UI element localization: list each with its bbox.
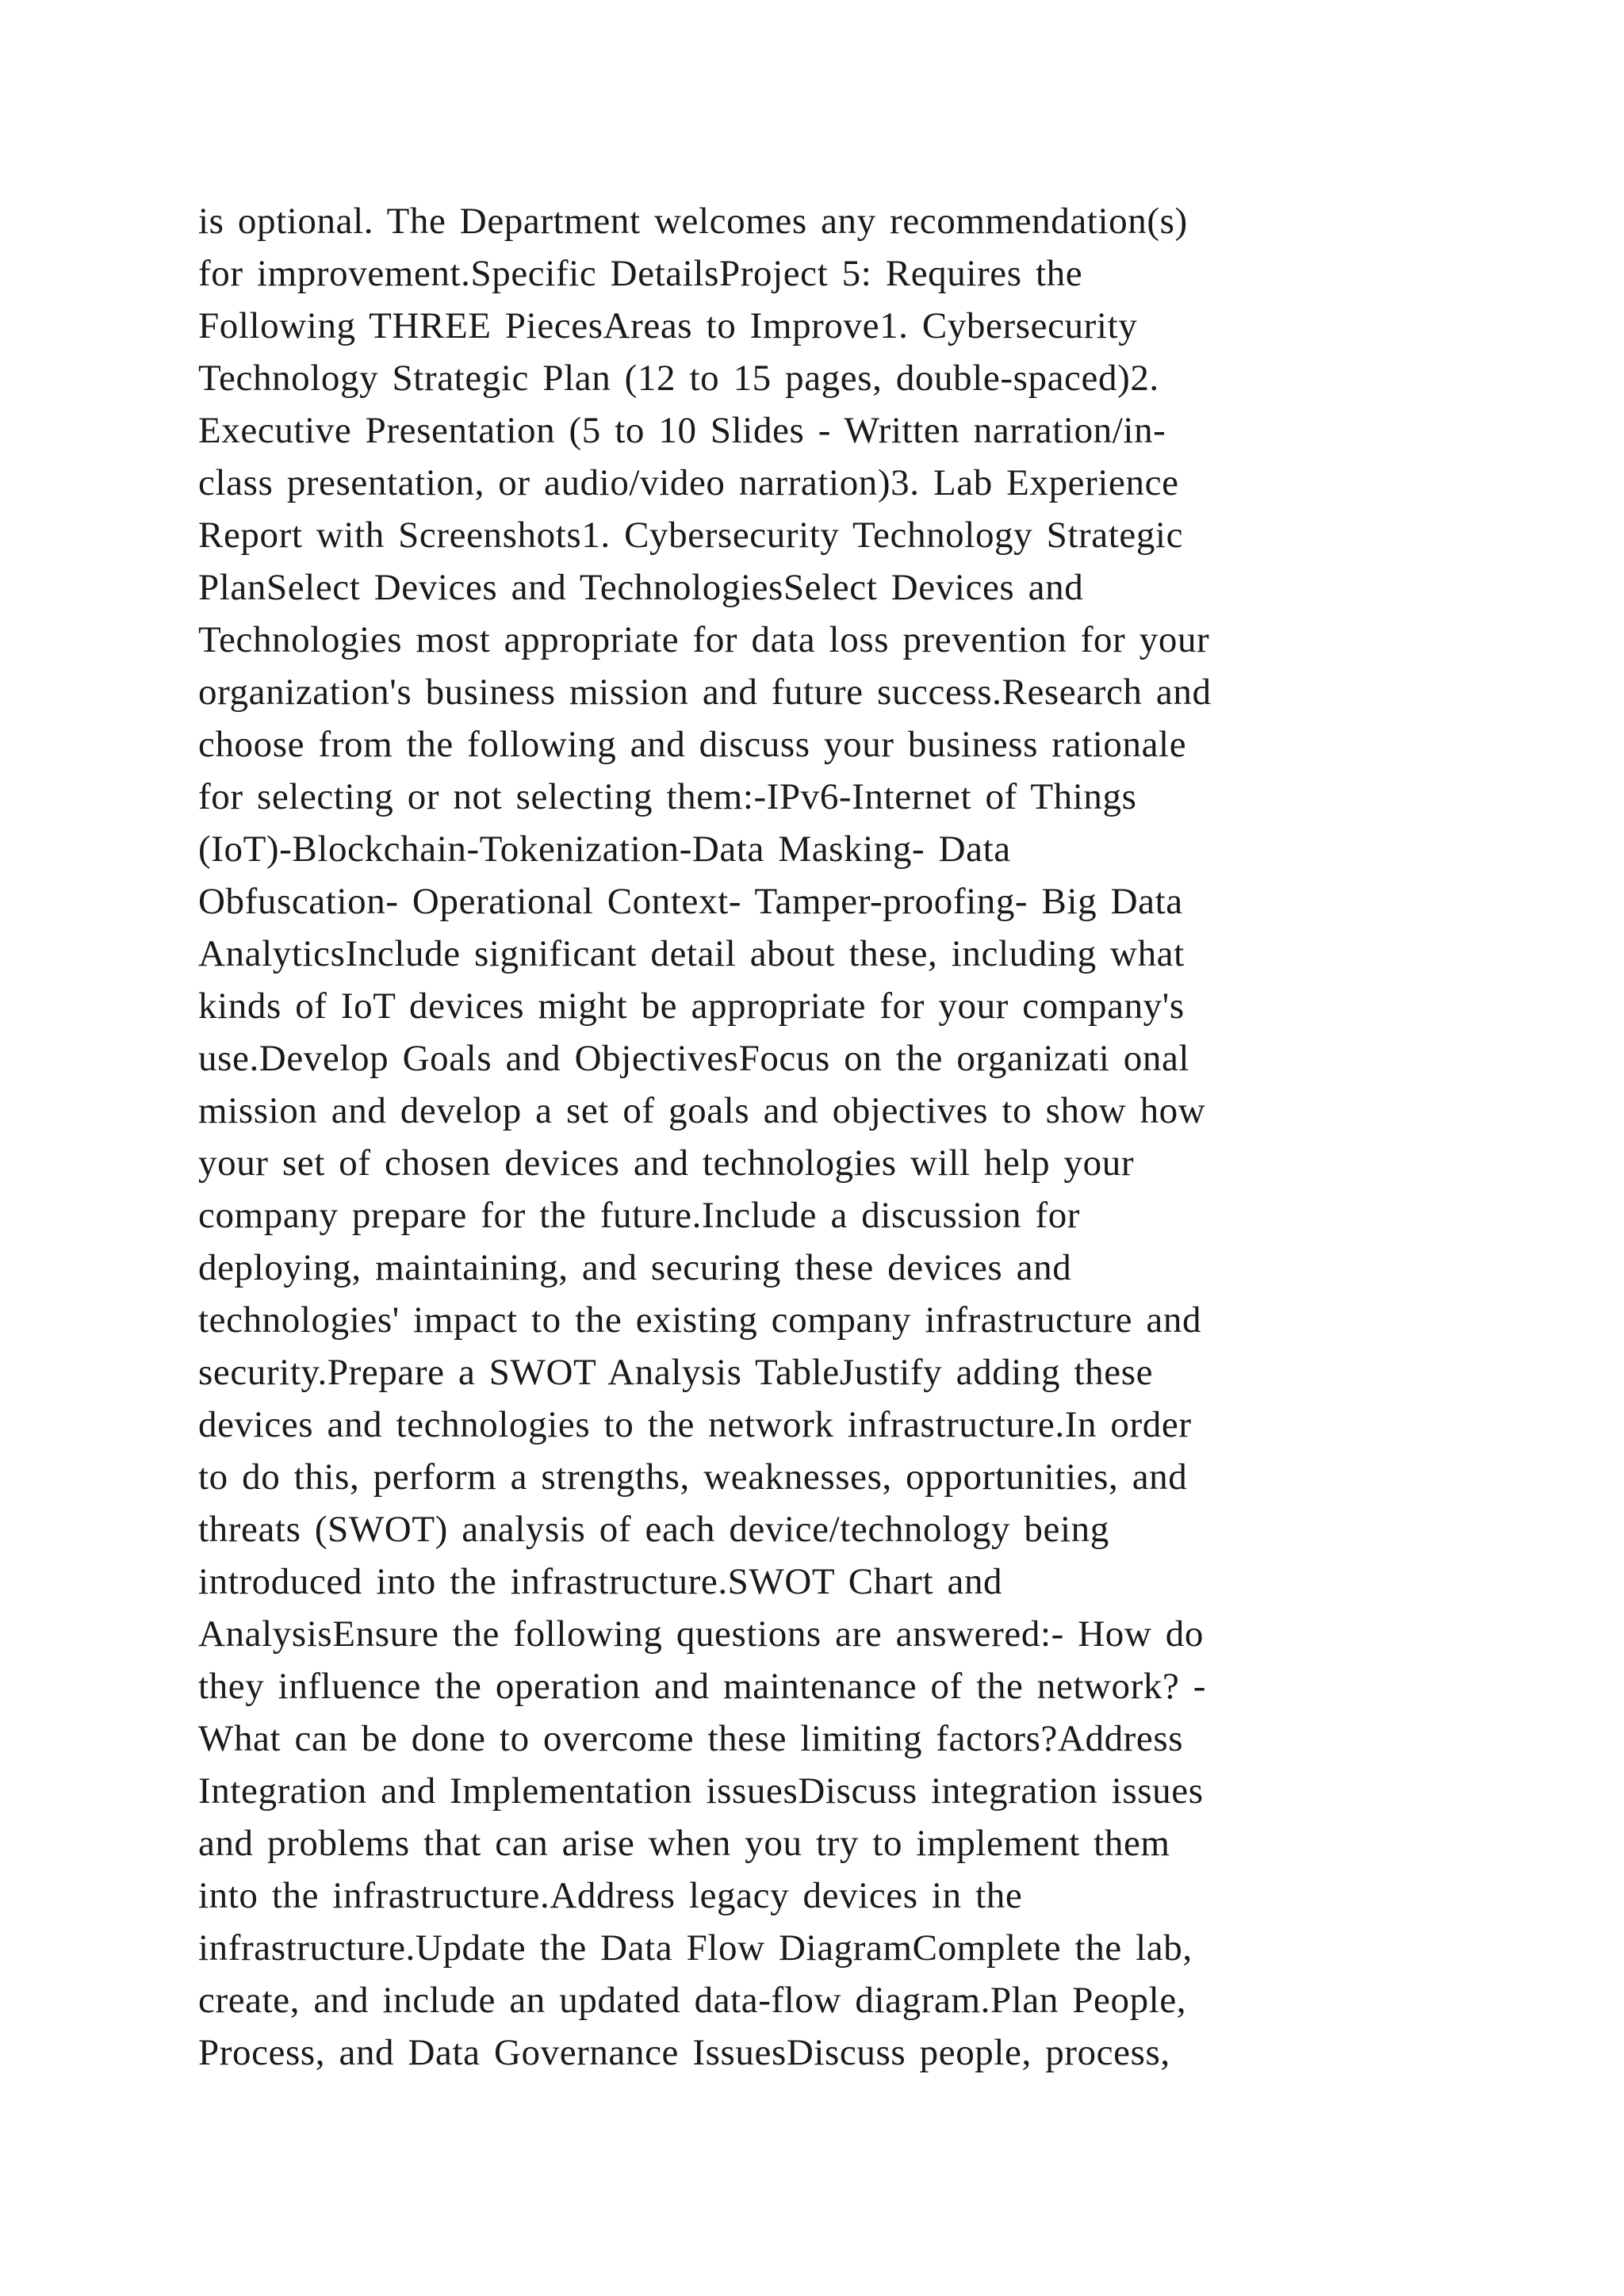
text-line: technologies' impact to the existing company infrastructure and <box>198 1299 1202 1341</box>
text-line: your set of chosen devices and technologies will help your <box>198 1142 1135 1184</box>
text-line: mission and develop a set of goals and objectives to show how <box>198 1090 1206 1131</box>
text-line: into the infrastructure.Address legacy devices in the <box>198 1875 1023 1916</box>
text-line: Following THREE PiecesAreas to Improve1. Cybersecurity <box>198 305 1138 346</box>
text-line: deploying, maintaining, and securing these devices and <box>198 1247 1072 1288</box>
text-line: Report with Screenshots1. Cybersecurity Technology Strategic <box>198 515 1184 556</box>
text-line: security.Prepare a SWOT Analysis TableJustify adding these <box>198 1352 1154 1393</box>
text-line: for improvement.Specific DetailsProject 5: Requires the <box>198 253 1083 294</box>
text-line: Technology Strategic Plan (12 to 15 pages, double-spaced)2. <box>198 358 1159 399</box>
text-line: to do this, perform a strengths, weaknesses, opportunities, and <box>198 1456 1188 1498</box>
text-line: What can be done to overcome these limiting factors?Address <box>198 1718 1184 1759</box>
text-line: Technologies most appropriate for data loss prevention for your <box>198 619 1210 660</box>
text-line: threats (SWOT) analysis of each device/technology being <box>198 1509 1109 1550</box>
text-line: introduced into the infrastructure.SWOT Chart and <box>198 1561 1003 1602</box>
text-line: (IoT)-Blockchain-Tokenization-Data Masking- Data <box>198 828 1011 870</box>
text-line: devices and technologies to the network infrastructure.In order <box>198 1404 1192 1445</box>
text-line: AnalyticsInclude significant detail about these, including what <box>198 933 1185 974</box>
text-line: use.Develop Goals and ObjectivesFocus on the organizati onal <box>198 1038 1190 1079</box>
text-line: for selecting or not selecting them:-IPv6-Internet of Things <box>198 776 1137 817</box>
text-line: create, and include an updated data-flow diagram.Plan People, <box>198 1980 1187 2021</box>
text-line: Integration and Implementation issuesDiscuss integration issues <box>198 1770 1204 1812</box>
text-line: class presentation, or audio/video narration)3. Lab Experience <box>198 462 1179 503</box>
text-line: Obfuscation- Operational Context- Tamper-proofing- Big Data <box>198 881 1183 922</box>
text-line: Process, and Data Governance IssuesDiscuss people, process, <box>198 2032 1170 2073</box>
text-line: kinds of IoT devices might be appropriate for your company's <box>198 985 1185 1027</box>
body-text <box>198 195 1467 2079</box>
text-line: and problems that can arise when you try to implement them <box>198 1823 1170 1864</box>
text-line: infrastructure.Update the Data Flow DiagramComplete the lab, <box>198 1927 1193 1969</box>
text-line: company prepare for the future.Include a discussion for <box>198 1195 1081 1236</box>
text-line: organization's business mission and future success.Research and <box>198 672 1212 713</box>
text-line: PlanSelect Devices and TechnologiesSelect Devices and <box>198 567 1084 608</box>
text-line: Executive Presentation (5 to 10 Slides - Written narration/in- <box>198 410 1166 451</box>
text-line: AnalysisEnsure the following questions are answered:- How do <box>198 1613 1204 1655</box>
text-line: is optional. The Department welcomes any recommendation(s) <box>198 201 1188 242</box>
text-line: choose from the following and discuss your business rationale <box>198 724 1187 765</box>
text-line: they influence the operation and maintenance of the network? - <box>198 1666 1207 1707</box>
